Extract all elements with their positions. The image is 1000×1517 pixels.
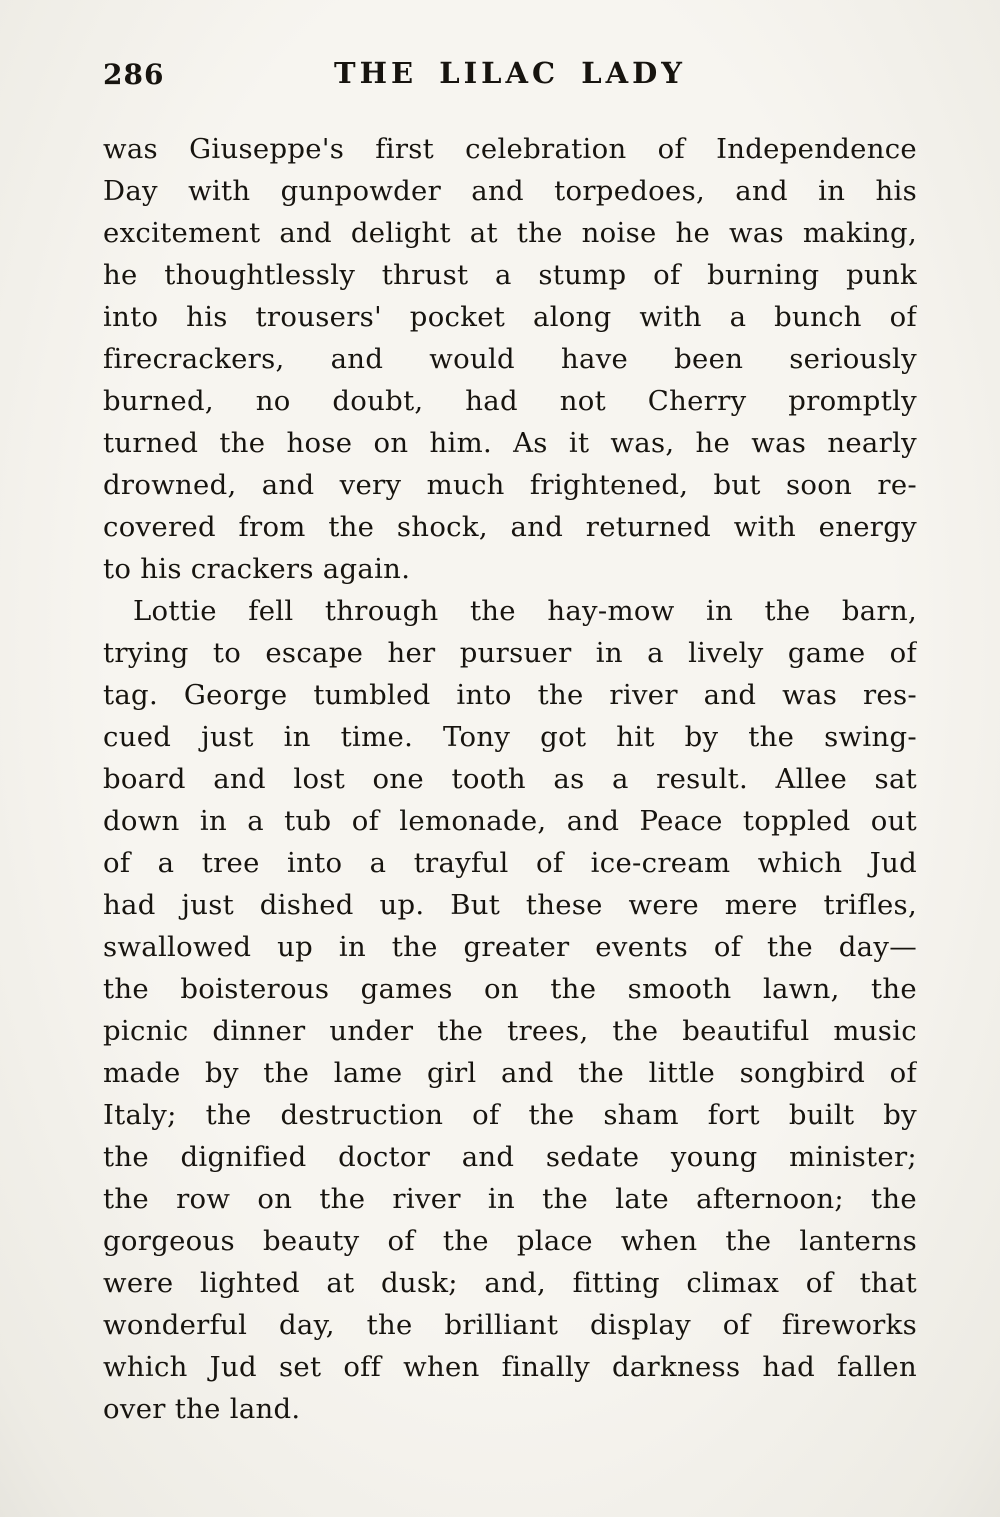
text-line: over the land. bbox=[103, 1393, 301, 1425]
text-line: of a tree into a trayful of ice-cream which Jud bbox=[103, 847, 917, 879]
text-line: down in a tub of lemonade, and Peace toppled out bbox=[103, 805, 917, 837]
page-header bbox=[103, 56, 917, 96]
text-line: trying to escape her pursuer in a lively game of bbox=[103, 637, 917, 669]
page-body bbox=[103, 128, 917, 1430]
text-line: board and lost one tooth as a result. Allee sat bbox=[103, 763, 917, 795]
text-line: into his trousers' pocket along with a bunch of bbox=[103, 301, 917, 333]
paragraph bbox=[103, 128, 917, 590]
text-line: the dignified doctor and sedate young minister; bbox=[103, 1141, 917, 1173]
text-line: Lottie fell through the hay-mow in the barn, bbox=[133, 595, 917, 627]
text-line: swallowed up in the greater events of the day— bbox=[103, 931, 917, 963]
text-line: firecrackers, and would have been seriously bbox=[103, 343, 917, 375]
text-line: drowned, and very much frightened, but soon re- bbox=[103, 469, 917, 501]
text-line: picnic dinner under the trees, the beautiful music bbox=[103, 1015, 917, 1047]
text-line: to his crackers again. bbox=[103, 553, 411, 585]
text-line: covered from the shock, and returned with energy bbox=[103, 511, 917, 543]
text-line: made by the lame girl and the little songbird of bbox=[103, 1057, 917, 1089]
text-line: the row on the river in the late afternoon; the bbox=[103, 1183, 917, 1215]
text-line: cued just in time. Tony got hit by the swing- bbox=[103, 721, 917, 753]
page-number: 286 bbox=[103, 58, 165, 91]
text-line: Day with gunpowder and torpedoes, and in his bbox=[103, 175, 917, 207]
text-line: turned the hose on him. As it was, he was nearly bbox=[103, 427, 917, 459]
text-line: tag. George tumbled into the river and was res- bbox=[103, 679, 917, 711]
text-line: was Giuseppe's first celebration of Independence bbox=[103, 133, 917, 165]
running-title: THE LILAC LADY bbox=[334, 56, 686, 90]
text-line: were lighted at dusk; and, fitting climax of that bbox=[103, 1267, 917, 1299]
text-line: the boisterous games on the smooth lawn, the bbox=[103, 973, 917, 1005]
text-line: Italy; the destruction of the sham fort built by bbox=[103, 1099, 917, 1131]
text-line: gorgeous beauty of the place when the lanterns bbox=[103, 1225, 917, 1257]
text-line: burned, no doubt, had not Cherry promptly bbox=[103, 385, 917, 417]
text-line: which Jud set off when finally darkness had fallen bbox=[103, 1351, 917, 1383]
text-line: excitement and delight at the noise he was making, bbox=[103, 217, 917, 249]
text-line: wonderful day, the brilliant display of fireworks bbox=[103, 1309, 917, 1341]
text-line: he thoughtlessly thrust a stump of burning punk bbox=[103, 259, 917, 291]
paragraph bbox=[103, 590, 917, 1430]
text-line: had just dished up. But these were mere trifles, bbox=[103, 889, 917, 921]
